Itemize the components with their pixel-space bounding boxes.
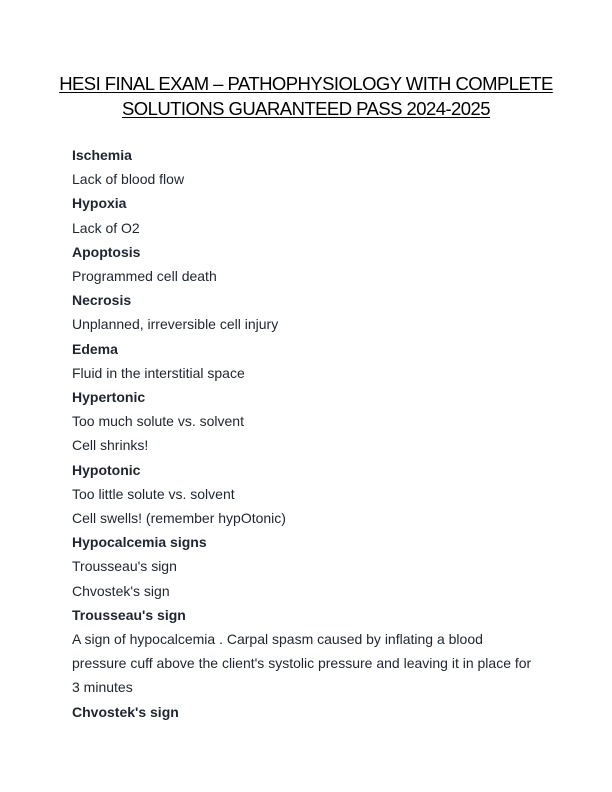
term-ischemia: Ischemia	[72, 147, 132, 163]
entry-ischemia	[72, 143, 552, 191]
term-edema: Edema	[72, 340, 118, 357]
definition-line: Cell shrinks!	[72, 437, 149, 454]
term-hypotonic: Hypotonic	[72, 461, 141, 478]
definition-line: pressure cuff above the client's systolic pressure and leaving it in place for	[72, 655, 532, 672]
title-line-1: HESI FINAL EXAM – PATHOPHYSIOLOGY WITH COMPLETE	[59, 73, 553, 94]
definition-line: Too little solute vs. solvent	[72, 485, 235, 502]
entry-chvosteks-sign	[72, 700, 552, 724]
entry-hypocalcemia-signs	[72, 530, 552, 603]
term-hypertonic: Hypertonic	[72, 389, 146, 406]
entry-hypoxia	[72, 191, 552, 239]
term-hypocalcemia-signs: Hypocalcemia signs	[72, 534, 207, 551]
definition-line: Too much solute vs. solvent	[72, 413, 244, 430]
term-necrosis: Necrosis	[72, 292, 132, 309]
document-title	[40, 71, 572, 121]
definition-line: Chvostek's sign	[72, 582, 170, 599]
definition-line: Lack of blood flow	[72, 171, 185, 188]
entry-apoptosis	[72, 240, 552, 288]
definition-line: Cell swells! (remember hypOtonic)	[72, 510, 286, 527]
entry-edema	[72, 337, 552, 385]
term-apoptosis: Apoptosis	[72, 243, 141, 260]
definition-line: Programmed cell death	[72, 268, 217, 285]
entry-trousseaus-sign	[72, 603, 552, 700]
term-chvosteks-sign: Chvostek's sign	[72, 703, 179, 720]
definition-line: Fluid in the interstitial space	[72, 364, 245, 381]
definition-line: Unplanned, irreversible cell injury	[72, 316, 279, 333]
definition-line: 3 minutes	[72, 679, 133, 696]
term-trousseaus-sign: Trousseau's sign	[72, 606, 186, 623]
term-list	[72, 143, 552, 724]
entry-necrosis	[72, 288, 552, 336]
entry-hypotonic	[72, 458, 552, 531]
term-hypoxia: Hypoxia	[72, 195, 127, 212]
definition-line: Trousseau's sign	[72, 558, 177, 575]
definition-line: Lack of O2	[72, 219, 140, 236]
entry-hypertonic	[72, 385, 552, 458]
definition-line: A sign of hypocalcemia . Carpal spasm caused by inflating a blood	[72, 631, 483, 648]
title-line-2: SOLUTIONS GUARANTEED PASS 2024-2025	[121, 98, 491, 119]
